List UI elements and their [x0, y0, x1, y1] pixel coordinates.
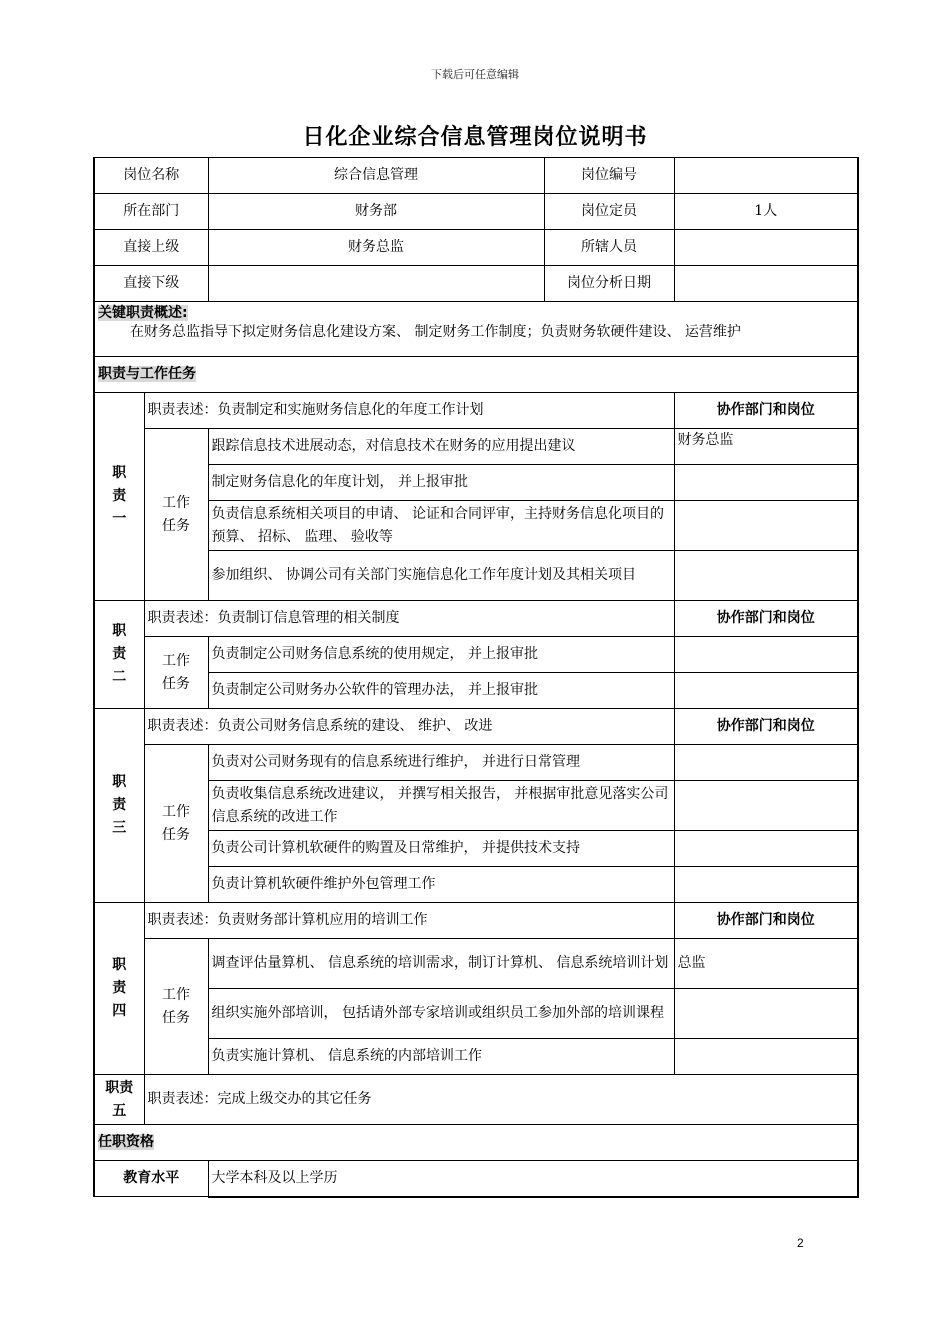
duty-1-task-2-row: [94, 465, 858, 501]
duty-1-task-2-coop: [674, 465, 858, 501]
duty-3-task-1-row: [94, 745, 858, 781]
duty-3-task-1: 负责对公司财务现有的信息系统进行维护， 并进行日常管理: [208, 745, 674, 781]
qualification-heading: 任职资格: [94, 1125, 858, 1161]
education-label: 教育水平: [94, 1161, 208, 1197]
direct-sub-label: 直接下级: [94, 266, 208, 302]
duty-4-task-2-row: [94, 989, 858, 1039]
duty-3-task-4: 负责计算机软硬件维护外包管理工作: [208, 867, 674, 903]
education-row: [94, 1161, 858, 1197]
duties-heading: 职责与工作任务: [94, 357, 858, 393]
superior-label: 直接上级: [94, 230, 208, 266]
duty-label-text: 职责二: [112, 623, 127, 685]
info-row-1: [94, 158, 858, 194]
dept-label: 所在部门: [94, 194, 208, 230]
duty-4-task-1-coop: 总监: [674, 939, 858, 989]
duty-4-task-3: 负责实施计算机、 信息系统的内部培训工作: [208, 1039, 674, 1075]
duty-4-task-3-coop: [674, 1039, 858, 1075]
duty-4-desc-row: [94, 903, 858, 939]
duty-3-task-label: 工作任务: [144, 745, 208, 903]
summary-text: 在财务总监指导下拟定财务信息化建设方案、 制定财务工作制度；负责财务软硬件建设、 运营维护: [130, 324, 741, 340]
duty-2-task-1: 负责制定公司财务信息系统的使用规定， 并上报审批: [208, 637, 674, 673]
duty-1-task-2: 制定财务信息化的年度计划， 并上报审批: [208, 465, 674, 501]
duty-1-task-1: 跟踪信息技术进展动态，对信息技术在财务的应用提出建议: [208, 429, 674, 465]
info-row-4: [94, 266, 858, 302]
duty-1-task-1-row: [94, 429, 858, 465]
analysis-date-label: 岗位分析日期: [544, 266, 674, 302]
duty-5-label: [94, 1075, 144, 1125]
duty-2-desc: 职责表述：负责制订信息管理的相关制度: [144, 601, 674, 637]
headcount-value: 1人: [674, 194, 858, 230]
duty-2-task-2-row: [94, 673, 858, 709]
duty-1-desc: 职责表述：负责制定和实施财务信息化的年度工作计划: [144, 393, 674, 429]
duty-4-task-3-row: [94, 1039, 858, 1075]
duty-3-task-2-coop: [674, 781, 858, 831]
summary-row: [94, 302, 858, 357]
superior-value: 财务总监: [208, 230, 544, 266]
duty-2-task-2-coop: [674, 673, 858, 709]
duty-2-task-1-coop: [674, 637, 858, 673]
duty-2-desc-row: [94, 601, 858, 637]
post-code-label: 岗位编号: [544, 158, 674, 194]
duty-3-coop-heading: 协作部门和岗位: [674, 709, 858, 745]
summary-heading: 关键职责概述:: [98, 305, 188, 321]
duty-3-task-2: 负责收集信息系统改进建议， 并撰写相关报告， 并根据审批意见落实公司信息系统的改进工作: [208, 781, 674, 831]
duty-4-task-1: 调查评估量算机、 信息系统的培训需求，制订计算机、 信息系统培训计划: [208, 939, 674, 989]
duty-3-desc-row: [94, 709, 858, 745]
duty-1-task-3-coop: [674, 501, 858, 551]
duty-label-text: 职责五: [105, 1079, 134, 1119]
duty-3-task-3-coop: [674, 831, 858, 867]
duty-5-row: [94, 1075, 858, 1125]
duty-3-task-4-coop: [674, 867, 858, 903]
duty-label-text: 职责一: [112, 465, 127, 527]
duty-4-task-2-coop: [674, 989, 858, 1039]
subordinates-label: 所辖人员: [544, 230, 674, 266]
duty-4-label: [94, 903, 144, 1075]
duty-4-task-1-row: [94, 939, 858, 989]
duty-3-task-2-row: [94, 781, 858, 831]
duties-heading-row: [94, 357, 858, 393]
subordinates-value: [674, 230, 858, 266]
education-value: 大学本科及以上学历: [208, 1161, 858, 1197]
dept-value: 财务部: [208, 194, 544, 230]
duty-2-label: [94, 601, 144, 709]
job-description-table: [93, 157, 859, 1198]
duty-1-coop-heading: 协作部门和岗位: [674, 393, 858, 429]
duty-3-task-4-row: [94, 867, 858, 903]
duty-3-label: [94, 709, 144, 903]
duty-3-task-1-coop: [674, 745, 858, 781]
post-name-value: 综合信息管理: [208, 158, 544, 194]
info-row-3: [94, 230, 858, 266]
duty-1-task-4: 参加组织、 协调公司有关部门实施信息化工作年度计划及其相关项目: [208, 551, 674, 601]
duty-2-task-1-row: [94, 637, 858, 673]
duty-5-desc: 职责表述：完成上级交办的其它任务: [144, 1075, 858, 1125]
top-note: 下载后可任意编辑: [431, 68, 519, 81]
duty-1-desc-row: [94, 393, 858, 429]
qualification-heading-row: [94, 1125, 858, 1161]
duty-1-task-3-row: [94, 501, 858, 551]
analysis-date-value: [674, 266, 858, 302]
duty-1-task-3: 负责信息系统相关项目的申请、 论证和合同评审，主持财务信息化项目的预算、 招标、 监理、 验收等: [208, 501, 674, 551]
duty-1-task-4-row: [94, 551, 858, 601]
duty-label-text: 职责四: [112, 957, 127, 1019]
page-number: 2: [797, 1236, 804, 1250]
info-row-2: [94, 194, 858, 230]
duty-1-task-label: 工作任务: [144, 429, 208, 601]
headcount-label: 岗位定员: [544, 194, 674, 230]
duty-3-task-3-row: [94, 831, 858, 867]
direct-sub-value: [208, 266, 544, 302]
duty-3-task-3: 负责公司计算机软硬件的购置及日常维护， 并提供技术支持: [208, 831, 674, 867]
duty-4-task-label: 工作任务: [144, 939, 208, 1075]
duty-2-task-2: 负责制定公司财务办公软件的管理办法， 并上报审批: [208, 673, 674, 709]
duty-1-task-1-coop: 财务总监: [674, 429, 858, 465]
duty-1-task-4-coop: [674, 551, 858, 601]
post-code-value: [674, 158, 858, 194]
document-title: 日化企业综合信息管理岗位说明书: [302, 125, 648, 150]
duty-2-task-label: 工作任务: [144, 637, 208, 709]
duty-3-desc: 职责表述：负责公司财务信息系统的建设、 维护、 改进: [144, 709, 674, 745]
duty-2-coop-heading: 协作部门和岗位: [674, 601, 858, 637]
duty-4-desc: 职责表述：负责财务部计算机应用的培训工作: [144, 903, 674, 939]
duty-1-label: [94, 393, 144, 601]
duty-label-text: 职责三: [112, 774, 127, 836]
post-name-label: 岗位名称: [94, 158, 208, 194]
duty-4-coop-heading: 协作部门和岗位: [674, 903, 858, 939]
duty-4-task-2: 组织实施外部培训， 包括请外部专家培训或组织员工参加外部的培训课程: [208, 989, 674, 1039]
